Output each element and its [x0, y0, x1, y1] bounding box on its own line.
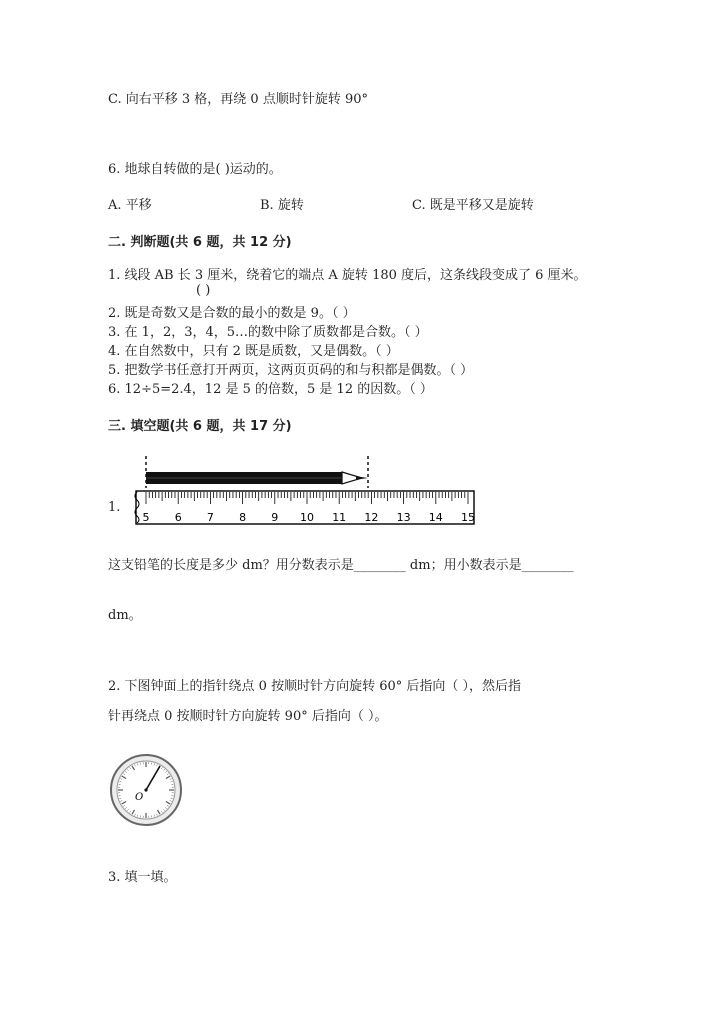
judge-item-6: 6. 12÷5=2.4，12 是 5 的倍数，5 是 12 的因数。（ ） [108, 382, 433, 397]
ruler-number: 6 [174, 511, 182, 524]
q3-text: 3. 填一填。 [108, 870, 177, 885]
q5-option-c: C. 向右平移 3 格，再绕 0 点顺时针旋转 90° [108, 92, 368, 107]
ruler-number: 8 [239, 511, 247, 524]
judge-item-5: 5. 把数学书任意打开两页，这两页页码的和与积都是偶数。（ ） [108, 363, 474, 378]
q6-question: 6. 地球自转做的是( )运动的。 [108, 162, 282, 177]
q2-line2: 针再绕点 0 按顺时针方向旋转 90° 后指向（ ）。 [108, 709, 388, 724]
ruler-number: 15 [461, 511, 475, 524]
q1-unit: dm。 [108, 608, 142, 623]
q6-option-c: C. 既是平移又是旋转 [412, 198, 534, 213]
ruler-number: 9 [271, 511, 279, 524]
section2-heading: 二. 判断题(共 6 题，共 12 分) [108, 235, 292, 250]
section3-heading: 三. 填空题(共 6 题，共 17 分) [108, 419, 292, 434]
pencil-ruler-figure [130, 452, 480, 530]
judge-item-1-parens: ( ) [196, 283, 211, 298]
q1-label: 1. [108, 500, 121, 515]
q1-text: 这支铅笔的长度是多少 dm？用分数表示是________ dm；用小数表示是________ [108, 558, 574, 573]
ruler-number: 14 [428, 511, 443, 524]
pencil [146, 472, 368, 484]
clock-center-label: O [135, 792, 144, 803]
ruler-number: 5 [142, 511, 150, 524]
ruler-number: 11 [332, 511, 347, 524]
ruler-number: 10 [300, 511, 314, 524]
ruler-number: 13 [396, 511, 411, 524]
judge-item-4: 4. 在自然数中，只有 2 既是质数，又是偶数。（ ） [108, 344, 399, 359]
q6-option-a: A. 平移 [108, 198, 152, 213]
ruler-number: 7 [206, 511, 214, 524]
q6-option-b: B. 旋转 [260, 198, 304, 213]
ruler-number: 12 [364, 511, 379, 524]
q2-line1: 2. 下图钟面上的指针绕点 0 按顺时针方向旋转 60° 后指向（ ），然后指 [108, 679, 522, 694]
judge-item-1: 1. 线段 AB 长 3 厘米，绕着它的端点 A 旋转 180 度后，这条线段变成了 6 厘米。 [108, 268, 587, 283]
clock-figure [108, 752, 184, 828]
judge-item-2: 2. 既是奇数又是合数的最小的数是 9。（ ） [108, 306, 356, 321]
judge-item-3: 3. 在 1，2，3，4，5…的数中除了质数都是合数。（ ） [108, 325, 428, 340]
